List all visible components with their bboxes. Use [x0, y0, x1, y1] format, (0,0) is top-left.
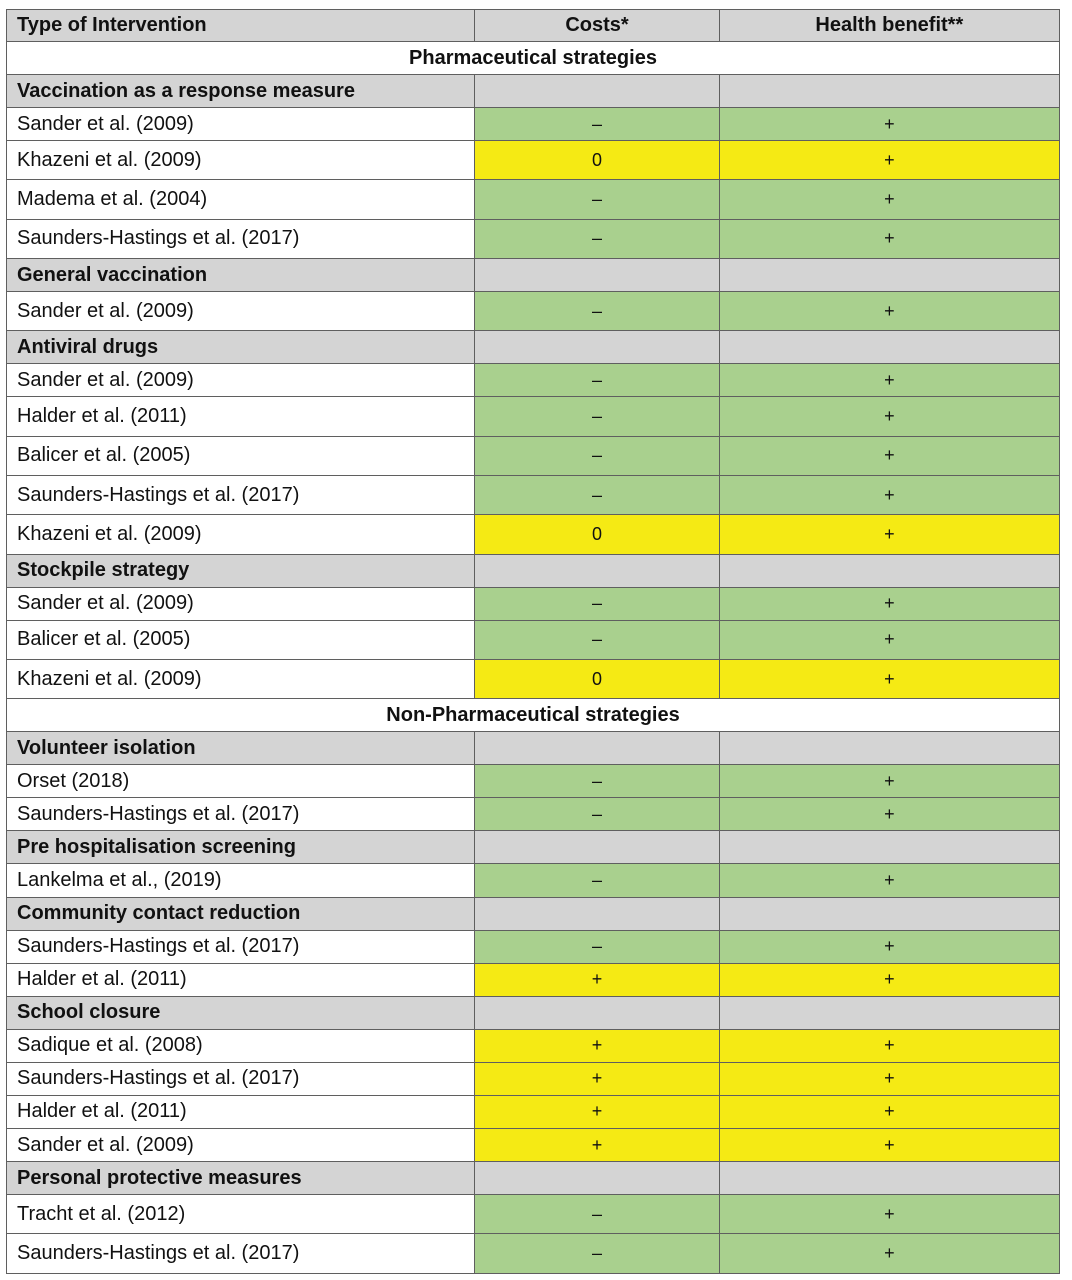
costs-value: – [475, 864, 719, 897]
table-row [7, 659, 1060, 698]
group-benefit-cell [719, 258, 1059, 291]
table-row [7, 1234, 1060, 1274]
table-row [7, 292, 1060, 331]
costs-value: – [475, 620, 719, 659]
costs-value: – [475, 587, 719, 620]
header-type-of-intervention: Type of Intervention [7, 10, 475, 42]
table-row [7, 798, 1060, 831]
group-row [7, 1162, 1060, 1195]
study-reference: Saunders-Hastings et al. (2017) [7, 1062, 475, 1095]
group-row [7, 75, 1060, 108]
costs-value: – [475, 436, 719, 475]
costs-value: – [475, 475, 719, 514]
health-benefit-value: + [719, 141, 1059, 180]
health-benefit-value: + [719, 620, 1059, 659]
group-row [7, 732, 1060, 765]
group-name: Volunteer isolation [7, 732, 475, 765]
group-benefit-cell [719, 897, 1059, 930]
header-row [7, 10, 1060, 42]
group-costs-cell [475, 831, 719, 864]
group-benefit-cell [719, 831, 1059, 864]
group-costs-cell [475, 331, 719, 364]
study-reference: Halder et al. (2011) [7, 397, 475, 436]
table-row [7, 765, 1060, 798]
health-benefit-value: + [719, 798, 1059, 831]
table-row [7, 108, 1060, 141]
table-row [7, 1095, 1060, 1128]
group-row [7, 554, 1060, 587]
group-row [7, 996, 1060, 1029]
study-reference: Sadique et al. (2008) [7, 1029, 475, 1062]
group-benefit-cell [719, 75, 1059, 108]
costs-value: – [475, 219, 719, 258]
costs-value: – [475, 798, 719, 831]
group-row [7, 897, 1060, 930]
section-title: Pharmaceutical strategies [7, 42, 1060, 75]
health-benefit-value: + [719, 659, 1059, 698]
costs-value: + [475, 1128, 719, 1161]
group-name: School closure [7, 996, 475, 1029]
study-reference: Halder et al. (2011) [7, 963, 475, 996]
study-reference: Saunders-Hastings et al. (2017) [7, 1234, 475, 1274]
costs-value: + [475, 1029, 719, 1062]
section-row [7, 42, 1060, 75]
table-row [7, 1195, 1060, 1234]
health-benefit-value: + [719, 436, 1059, 475]
group-row [7, 331, 1060, 364]
costs-value: – [475, 397, 719, 436]
study-reference: Saunders-Hastings et al. (2017) [7, 475, 475, 514]
costs-value: 0 [475, 659, 719, 698]
study-reference: Madema et al. (2004) [7, 180, 475, 219]
health-benefit-value: + [719, 292, 1059, 331]
group-name: General vaccination [7, 258, 475, 291]
health-benefit-value: + [719, 108, 1059, 141]
table-row [7, 963, 1060, 996]
health-benefit-value: + [719, 1062, 1059, 1095]
group-name: Vaccination as a response measure [7, 75, 475, 108]
table-row [7, 864, 1060, 897]
table-row [7, 219, 1060, 258]
group-name: Antiviral drugs [7, 331, 475, 364]
study-reference: Saunders-Hastings et al. (2017) [7, 219, 475, 258]
group-benefit-cell [719, 996, 1059, 1029]
study-reference: Balicer et al. (2005) [7, 436, 475, 475]
costs-value: – [475, 765, 719, 798]
group-costs-cell [475, 258, 719, 291]
table-row [7, 930, 1060, 963]
health-benefit-value: + [719, 1195, 1059, 1234]
table-row [7, 180, 1060, 219]
group-costs-cell [475, 75, 719, 108]
health-benefit-value: + [719, 1128, 1059, 1161]
study-reference: Saunders-Hastings et al. (2017) [7, 930, 475, 963]
group-costs-cell [475, 1162, 719, 1195]
costs-value: – [475, 364, 719, 397]
study-reference: Orset (2018) [7, 765, 475, 798]
study-reference: Khazeni et al. (2009) [7, 659, 475, 698]
group-name: Stockpile strategy [7, 554, 475, 587]
group-benefit-cell [719, 732, 1059, 765]
study-reference: Sander et al. (2009) [7, 364, 475, 397]
table-row [7, 1029, 1060, 1062]
table-row [7, 620, 1060, 659]
table-row [7, 515, 1060, 554]
header-health-benefit: Health benefit** [719, 10, 1059, 42]
section-title: Non-Pharmaceutical strategies [7, 699, 1060, 732]
health-benefit-value: + [719, 765, 1059, 798]
study-reference: Sander et al. (2009) [7, 587, 475, 620]
group-name: Community contact reduction [7, 897, 475, 930]
costs-value: – [475, 180, 719, 219]
costs-value: – [475, 108, 719, 141]
table-row [7, 436, 1060, 475]
health-benefit-value: + [719, 397, 1059, 436]
study-reference: Khazeni et al. (2009) [7, 515, 475, 554]
health-benefit-value: + [719, 180, 1059, 219]
study-reference: Sander et al. (2009) [7, 1128, 475, 1161]
group-name: Pre hospitalisation screening [7, 831, 475, 864]
study-reference: Sander et al. (2009) [7, 292, 475, 331]
health-benefit-value: + [719, 475, 1059, 514]
health-benefit-value: + [719, 364, 1059, 397]
study-reference: Halder et al. (2011) [7, 1095, 475, 1128]
group-costs-cell [475, 732, 719, 765]
group-row [7, 831, 1060, 864]
health-benefit-value: + [719, 864, 1059, 897]
costs-value: + [475, 1095, 719, 1128]
table-row [7, 397, 1060, 436]
table-row [7, 1062, 1060, 1095]
costs-value: – [475, 930, 719, 963]
study-reference: Sander et al. (2009) [7, 108, 475, 141]
costs-value: 0 [475, 141, 719, 180]
health-benefit-value: + [719, 219, 1059, 258]
group-row [7, 258, 1060, 291]
health-benefit-value: + [719, 963, 1059, 996]
costs-value: + [475, 963, 719, 996]
table-row [7, 364, 1060, 397]
study-reference: Khazeni et al. (2009) [7, 141, 475, 180]
health-benefit-value: + [719, 587, 1059, 620]
table-row [7, 141, 1060, 180]
group-benefit-cell [719, 331, 1059, 364]
costs-value: – [475, 1195, 719, 1234]
health-benefit-value: + [719, 1234, 1059, 1274]
table-row [7, 587, 1060, 620]
costs-value: + [475, 1062, 719, 1095]
health-benefit-value: + [719, 1095, 1059, 1128]
study-reference: Lankelma et al., (2019) [7, 864, 475, 897]
section-row [7, 699, 1060, 732]
table-row [7, 1128, 1060, 1161]
group-costs-cell [475, 897, 719, 930]
health-benefit-value: + [719, 515, 1059, 554]
group-name: Personal protective measures [7, 1162, 475, 1195]
costs-value: – [475, 1234, 719, 1274]
group-benefit-cell [719, 554, 1059, 587]
header-costs: Costs* [475, 10, 719, 42]
study-reference: Tracht et al. (2012) [7, 1195, 475, 1234]
group-costs-cell [475, 554, 719, 587]
costs-value: – [475, 292, 719, 331]
group-benefit-cell [719, 1162, 1059, 1195]
group-costs-cell [475, 996, 719, 1029]
table-row [7, 475, 1060, 514]
study-reference: Saunders-Hastings et al. (2017) [7, 798, 475, 831]
table-body [7, 42, 1060, 1274]
study-reference: Balicer et al. (2005) [7, 620, 475, 659]
health-benefit-value: + [719, 1029, 1059, 1062]
health-benefit-value: + [719, 930, 1059, 963]
interventions-table [6, 9, 1060, 1274]
costs-value: 0 [475, 515, 719, 554]
